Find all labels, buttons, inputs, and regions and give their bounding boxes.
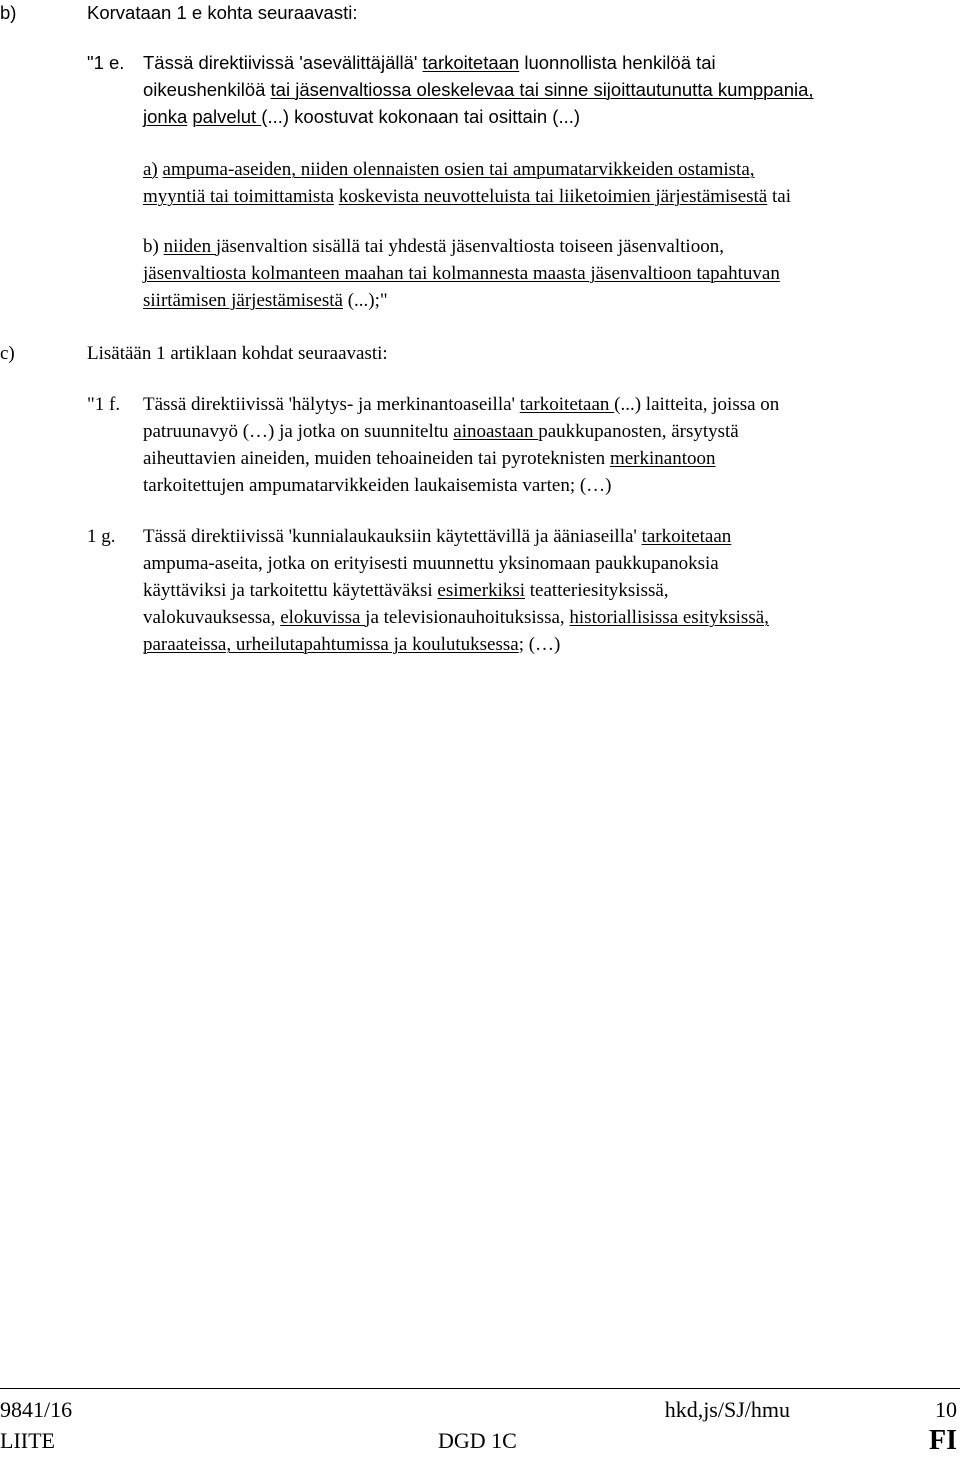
footer-dgd: DGD 1C [438, 1428, 517, 1453]
underlined-text: tarkoitetaan [641, 526, 732, 547]
subparagraph-b-line [143, 261, 780, 287]
underlined-text: a) [143, 159, 158, 180]
footer-rule [0, 1388, 960, 1389]
paragraph-label-1f: "1 f. [87, 394, 121, 415]
text-run: tarkoitettujen ampumatarvikkeiden laukaisemista varten; (…) [143, 475, 612, 496]
text-run: Tässä direktiivissä 'asevälittäjällä' [143, 52, 423, 73]
underlined-text: elokuvissa [280, 607, 366, 628]
item-heading-b: Korvataan 1 e kohta seuraavasti: [87, 2, 358, 23]
paragraph-label-1g: 1 g. [87, 526, 116, 547]
paragraph-1g-line [143, 605, 769, 631]
text-run: teatteriesityksissä, [525, 580, 669, 601]
paragraph-1f-line [143, 446, 715, 472]
footer-doc-number: 9841/16 [0, 1397, 73, 1422]
text-run: aiheuttavien aineiden, muiden tehoaineiden tai pyroteknisten [143, 448, 610, 469]
subparagraph-b-line [143, 288, 388, 314]
underlined-text: ampuma-aseiden, niiden olennaisten osien tai ampumatarvikkeiden ostamista, [162, 159, 755, 180]
underlined-text: merkinantoon [609, 448, 716, 469]
paragraph-1f-line [143, 392, 779, 418]
underlined-text: myyntiä tai toimittamista [143, 186, 335, 207]
paragraph-1e-line [143, 50, 716, 76]
underlined-text: palvelut [192, 106, 262, 127]
footer-initials: hkd,js/SJ/hmu [664, 1397, 790, 1422]
paragraph-1f-line [143, 419, 739, 445]
paragraph-1g-line [143, 551, 719, 577]
text-run: käyttäviksi ja tarkoitettu käytettäväksi [143, 580, 438, 601]
text-run: ; (…) [518, 634, 561, 655]
paragraph-1g-line [143, 632, 560, 658]
text-run: jäsenvaltion sisällä tai yhdestä jäsenvaltiosta toiseen jäsenvaltioon, [215, 236, 724, 257]
underlined-text: siirtämisen järjestämisestä [143, 290, 343, 311]
subparagraph-a-line [143, 157, 755, 183]
underlined-text: jonka [143, 106, 188, 127]
subparagraph-b-line [143, 234, 724, 260]
text-run: Tässä direktiivissä 'kunnialaukauksiin käytettävillä ja ääniaseilla' [143, 526, 642, 547]
paragraph-label-1e: "1 e. [87, 52, 125, 73]
text-run: patruunavyö (…) ja jotka on suunniteltu [143, 421, 454, 442]
text-run: Tässä direktiivissä 'hälytys- ja merkinantoaseilla' [143, 394, 520, 415]
item-label-c: c) [0, 343, 15, 364]
underlined-text: tai jäsenvaltiossa oleskelevaa tai sinne sijoittautunutta kumppania, [270, 79, 814, 100]
text-run: tai [767, 186, 791, 207]
underlined-text: historiallisissa esityksissä, [569, 607, 769, 628]
text-run: ampuma-aseita, jotka on erityisesti muunnettu yksinomaan paukkupanoksia [143, 553, 719, 574]
text-run: b) [143, 236, 164, 257]
underlined-text: koskevista neuvotteluista tai liiketoimien järjestämisestä [338, 186, 768, 207]
text-run: luonnollista henkilöä tai [519, 52, 716, 73]
underlined-text: esimerkiksi [437, 580, 526, 601]
footer-language-code: FI [929, 1425, 957, 1456]
underlined-text: jäsenvaltiosta kolmanteen maahan tai kolmannesta maasta jäsenvaltioon tapahtuvan [143, 263, 780, 284]
paragraph-1g-line [143, 524, 731, 550]
underlined-text: paraateissa, urheilutapahtumissa ja koulutuksessa [143, 634, 519, 655]
text-run: (...) laitteita, joissa on [614, 394, 780, 415]
footer-annex: LIITE [0, 1428, 55, 1453]
text-run: oikeushenkilöä [143, 79, 271, 100]
underlined-text: ainoastaan [453, 421, 539, 442]
paragraph-1e-line [143, 104, 580, 130]
paragraph-1g-line [143, 578, 669, 604]
paragraph-1f-line [143, 473, 612, 499]
paragraph-1e-line [143, 77, 814, 103]
item-label-b: b) [0, 2, 17, 23]
text-run: valokuvauksessa, [143, 607, 281, 628]
underlined-text: tarkoitetaan [422, 52, 520, 73]
footer-page-number: 10 [935, 1397, 957, 1422]
underlined-text: tarkoitetaan [519, 394, 615, 415]
text-run: ja televisionauhoituksissa, [365, 607, 570, 628]
text-run: (...) koostuvat kokonaan tai osittain (...) [261, 106, 581, 127]
underlined-text: niiden [163, 236, 216, 257]
subparagraph-a-line [143, 184, 791, 210]
item-heading-c: Lisätään 1 artiklaan kohdat seuraavasti: [87, 343, 388, 364]
text-run: paukkupanosten, ärsytystä [538, 421, 739, 442]
text-run: (...);" [342, 290, 388, 311]
